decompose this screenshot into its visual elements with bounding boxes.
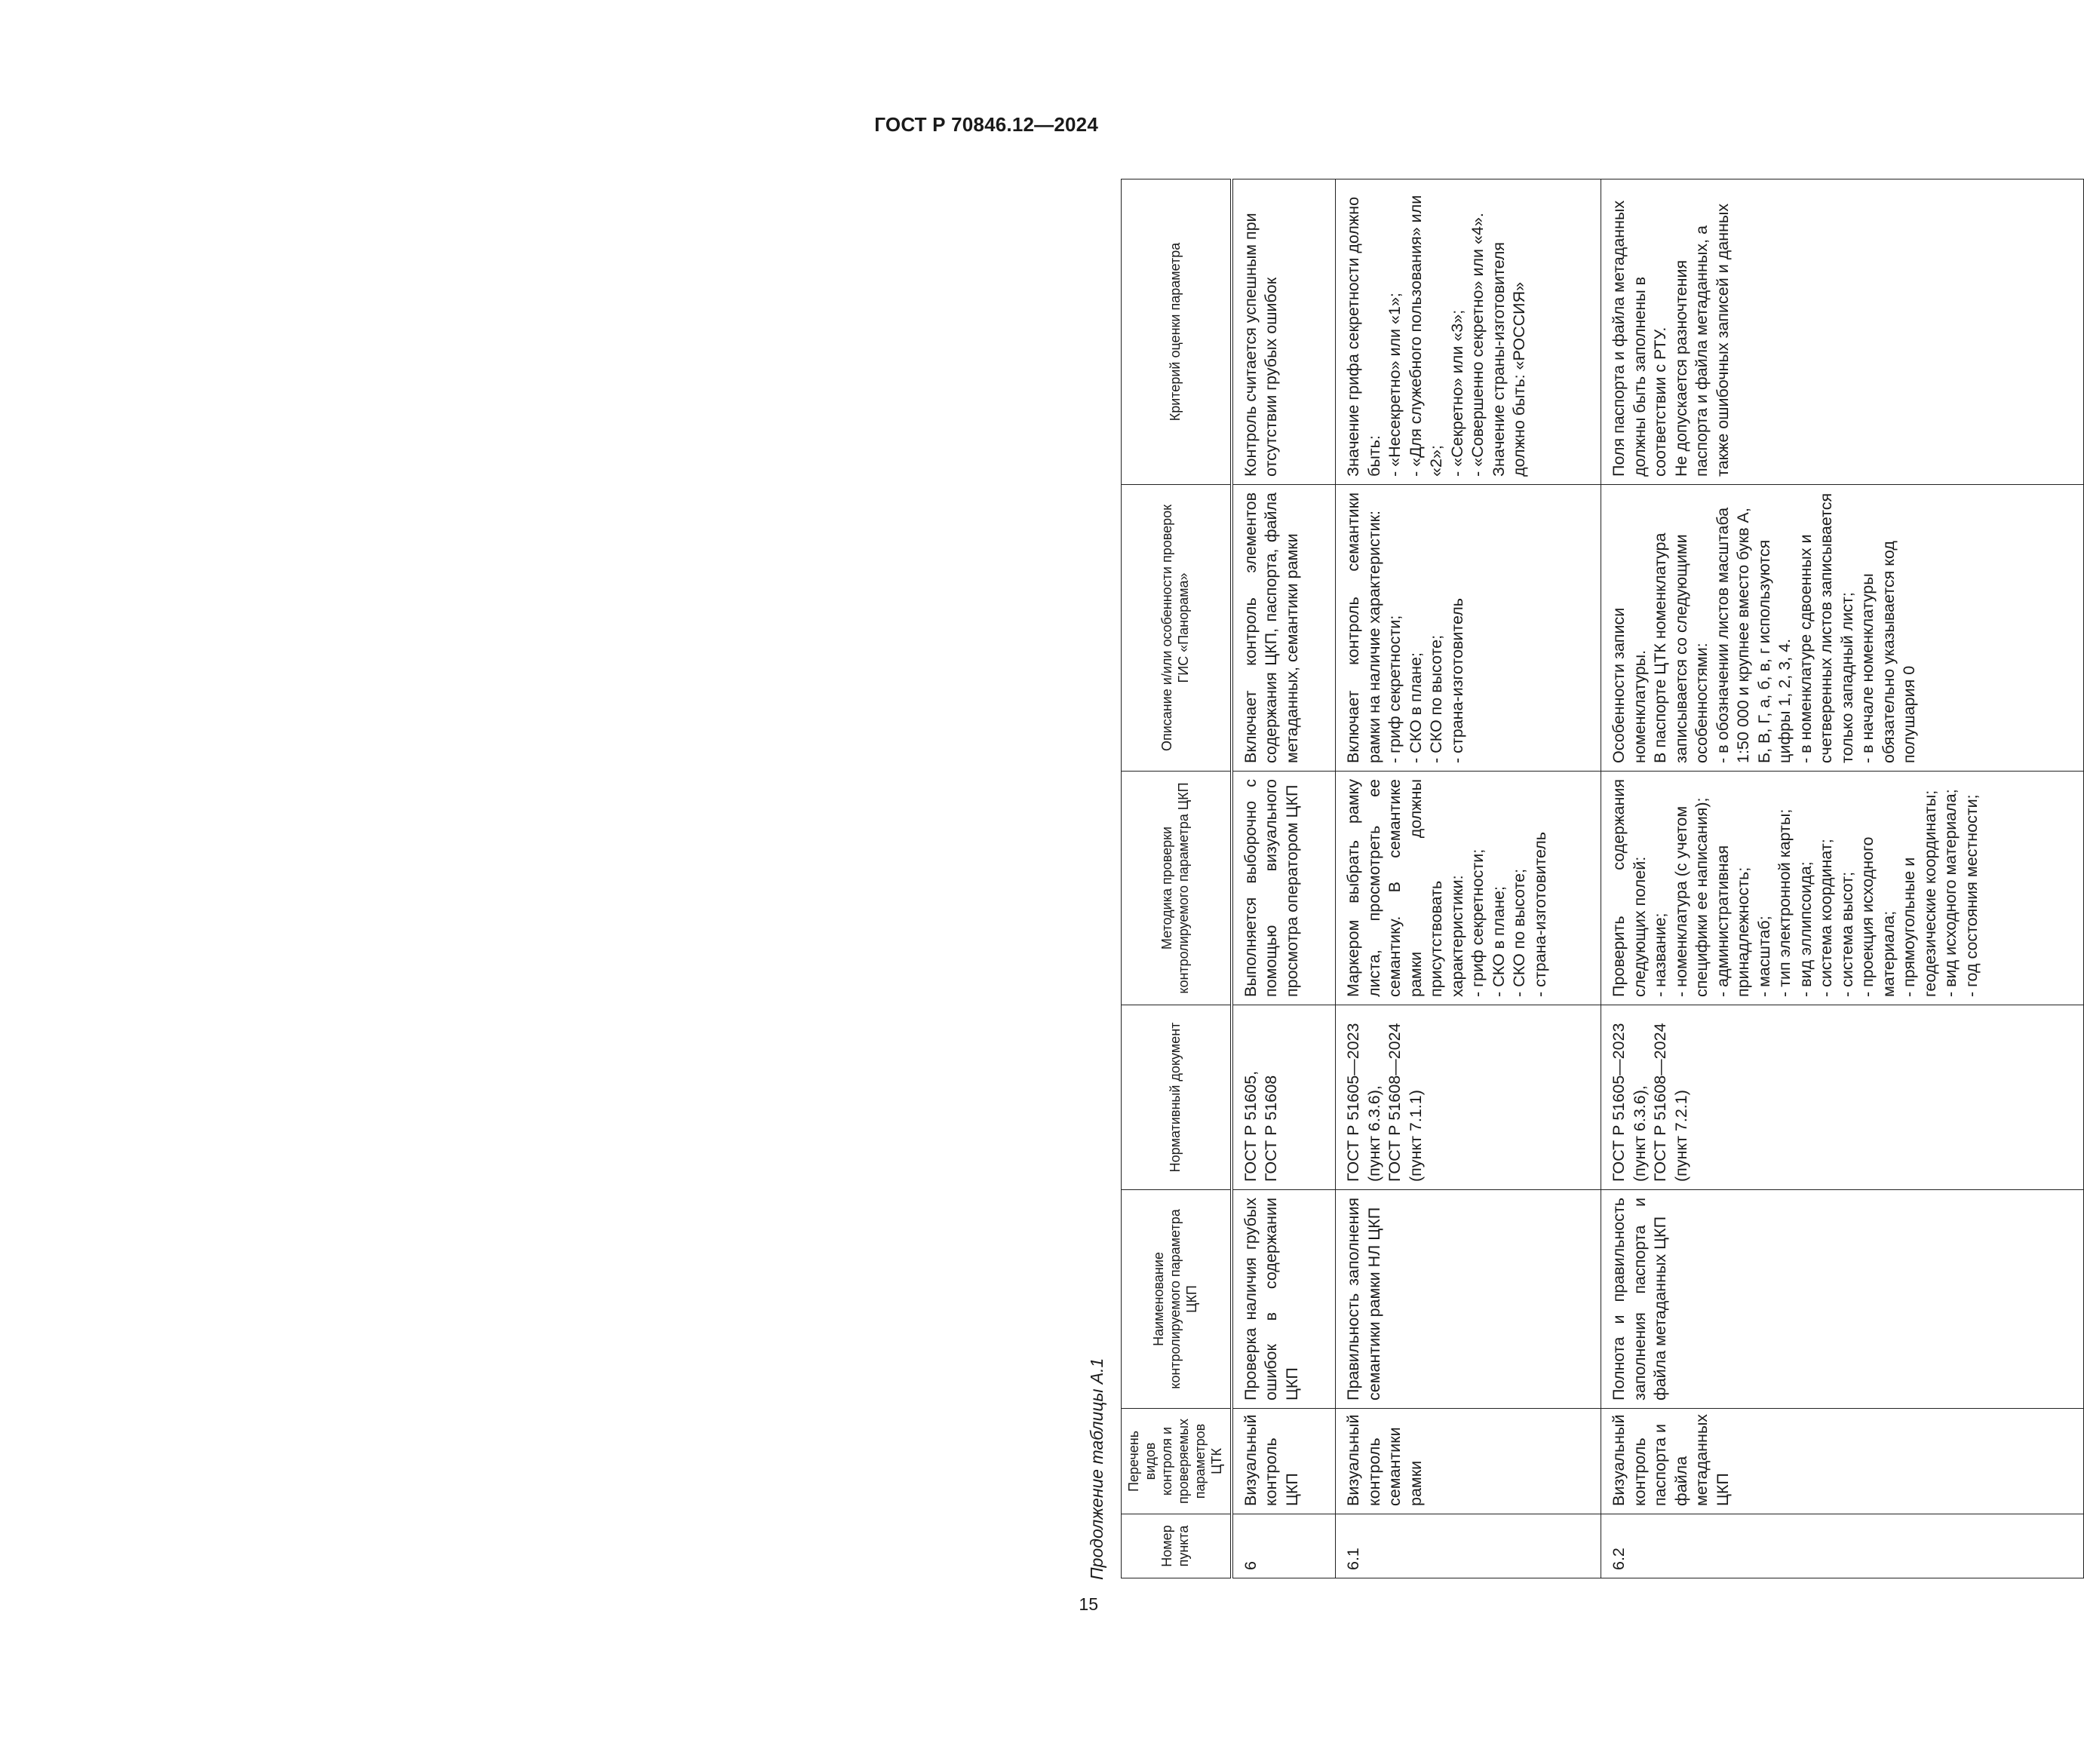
method-item: - система координат; bbox=[1817, 839, 1836, 997]
document-code: ГОСТ Р 70846.12—2024 bbox=[874, 113, 1098, 136]
cell-description: Включает контроль элементов содержания ЦКП, паспорта, файла метаданных, семантики рамки bbox=[1232, 485, 1336, 772]
table-row bbox=[1601, 179, 2084, 1578]
method-intro: Маркером выбрать рамку листа, просмотреть ее семантику. В семантике рамки должны присутствовать характеристики: bbox=[1344, 779, 1466, 997]
method-item: - название; bbox=[1651, 913, 1670, 997]
description-item: - СКО в плане; bbox=[1406, 652, 1425, 763]
cell-description bbox=[1601, 485, 2084, 772]
cell-control-type: Визуальный контроль паспорта и файла метаданных ЦКП bbox=[1601, 1409, 2084, 1514]
cell-normative bbox=[1232, 1005, 1336, 1190]
rotated-table-block bbox=[1087, 177, 2052, 1580]
cell-method: Выполняется выборочно с помощью визуального просмотра оператором ЦКП bbox=[1232, 772, 1336, 1005]
method-item: - административная принадлежность; bbox=[1713, 845, 1753, 997]
normative-line: ГОСТ Р 51608—2024 bbox=[1651, 1023, 1670, 1182]
cell-criteria bbox=[1232, 179, 1336, 485]
cell-control-type: Визуальный контроль ЦКП bbox=[1232, 1409, 1336, 1514]
criteria-line: - «Секретно» или «3»; bbox=[1447, 309, 1466, 477]
criteria-line: - «Совершенно секретно» или «4». bbox=[1469, 213, 1487, 477]
cell-number: 6.1 bbox=[1336, 1514, 1601, 1578]
description-item: - гриф секретности; bbox=[1386, 615, 1404, 763]
description-item: - в номенклатуре сдвоенных и счетверенных листов записывается только западный лист; bbox=[1796, 492, 1856, 763]
table-header-row bbox=[1122, 179, 1232, 1578]
method-item: - проекция исходного материала; bbox=[1858, 836, 1898, 997]
description-intro: Включает контроль семантики рамки на наличие характеристик: bbox=[1344, 492, 1383, 763]
criteria-line: Не допускается разночтения паспорта и файла метаданных, а также ошибочных записей и данных bbox=[1671, 203, 1732, 477]
criteria-line: Значение страны-изготовителя должно быть: «РОССИЯ» bbox=[1489, 241, 1529, 477]
description-item: - страна-изготовитель bbox=[1447, 598, 1466, 763]
normative-line: ГОСТ Р 51608 bbox=[1262, 1075, 1281, 1182]
method-item: - вид исходного материала; bbox=[1941, 789, 1960, 997]
method-item: - СКО в плане; bbox=[1489, 886, 1508, 997]
normative-line: ГОСТ Р 51605—2023 bbox=[1610, 1023, 1628, 1182]
cell-number: 6 bbox=[1232, 1514, 1336, 1578]
cell-number: 6.2 bbox=[1601, 1514, 2084, 1578]
description-item: - в обозначении листов масштаба 1:50 000 и крупнее вместо букв А, Б, В, Г, а, б, в, г используются цифры 1, 2, 3, 4. bbox=[1713, 507, 1794, 763]
table-caption: Продолжение таблицы А.1 bbox=[1087, 1358, 1106, 1580]
method-item: - страна-изготовитель bbox=[1530, 832, 1549, 997]
method-item: - номенклатура (с учетом специфики ее написания); bbox=[1671, 797, 1711, 997]
cell-description bbox=[1336, 485, 1601, 772]
method-item: - гриф секретности; bbox=[1469, 848, 1487, 997]
description-item: В паспорте ЦТК номенклатура записывается со следующими особенностями: bbox=[1651, 532, 1711, 763]
normative-line: ГОСТ Р 51608—2024 bbox=[1386, 1023, 1404, 1182]
method-item: - год состояния местности; bbox=[1962, 794, 1981, 997]
method-item: - СКО по высоте; bbox=[1510, 868, 1529, 997]
method-item: - вид эллипсоида; bbox=[1796, 861, 1815, 997]
criteria-line: Поля паспорта и файла метаданных должны быть заполнены в соответствии с РТУ. bbox=[1610, 200, 1670, 477]
cell-criteria bbox=[1601, 179, 2084, 485]
method-item: - прямоугольные и геодезические координаты; bbox=[1900, 790, 1939, 997]
header-cell-criteria: Критерий оценки параметра bbox=[1122, 179, 1232, 485]
description-item: - СКО по высоте; bbox=[1427, 634, 1446, 763]
data-table bbox=[1121, 179, 2084, 1578]
header-cell-number: Номер пункта bbox=[1122, 1514, 1232, 1578]
criteria-line: Контроль считается успешным при отсутствии грубых ошибок bbox=[1241, 213, 1281, 477]
cell-parameter: Полнота и правильность заполнения паспорта и файла метаданных ЦКП bbox=[1601, 1190, 2084, 1409]
cell-normative bbox=[1601, 1005, 2084, 1190]
header-cell-normative: Нормативный документ bbox=[1122, 1005, 1232, 1190]
header-cell-control-type: Перечень видов контроля и проверяемых параметров ЦТК bbox=[1122, 1409, 1232, 1514]
cell-method bbox=[1336, 772, 1601, 1005]
normative-line: ГОСТ Р 51605—2023 bbox=[1344, 1023, 1363, 1182]
table-row bbox=[1336, 179, 1601, 1578]
criteria-line: - «Несекретно» или «1»; bbox=[1386, 293, 1404, 477]
page-number: 15 bbox=[1079, 1594, 1098, 1614]
cell-method bbox=[1601, 772, 2084, 1005]
method-item: - тип электронной карты; bbox=[1776, 808, 1794, 997]
normative-line: (пункт 6.3.6), bbox=[1630, 1085, 1649, 1182]
header-cell-description: Описание и/или особенности проверок ГИС «Панорама» bbox=[1122, 485, 1232, 772]
cell-normative bbox=[1336, 1005, 1601, 1190]
method-item: - масштаб; bbox=[1754, 916, 1773, 997]
header-cell-parameter: Наименование контролируемого параметра ЦКП bbox=[1122, 1190, 1232, 1409]
cell-parameter: Проверка наличия грубых ошибок в содержании ЦКП bbox=[1232, 1190, 1336, 1409]
normative-line: (пункт 6.3.6), bbox=[1364, 1085, 1383, 1182]
description-intro: Особенности записи номенклатуры. bbox=[1610, 607, 1649, 763]
criteria-line: - «Для служебного пользования» или «2»; bbox=[1406, 195, 1446, 477]
normative-line: ГОСТ Р 51605, bbox=[1241, 1070, 1260, 1182]
criteria-line: Значение грифа секретности должно быть: bbox=[1344, 196, 1383, 477]
cell-parameter: Правильность заполнения семантики рамки НЛ ЦКП bbox=[1336, 1190, 1601, 1409]
method-intro: Проверить содержания следующих полей: bbox=[1610, 779, 1649, 997]
description-item: - в начале номенклатуры обязательно указывается код полушария 0 bbox=[1858, 541, 1919, 763]
cell-control-type: Визуальный контроль семантики рамки bbox=[1336, 1409, 1601, 1514]
header-cell-method: Методика проверки контролируемого параметра ЦКП bbox=[1122, 772, 1232, 1005]
method-item: - система высот; bbox=[1837, 871, 1856, 997]
cell-criteria bbox=[1336, 179, 1601, 485]
normative-line: (пункт 7.1.1) bbox=[1406, 1090, 1425, 1182]
normative-line: (пункт 7.2.1) bbox=[1671, 1090, 1690, 1182]
table-row bbox=[1232, 179, 1336, 1578]
